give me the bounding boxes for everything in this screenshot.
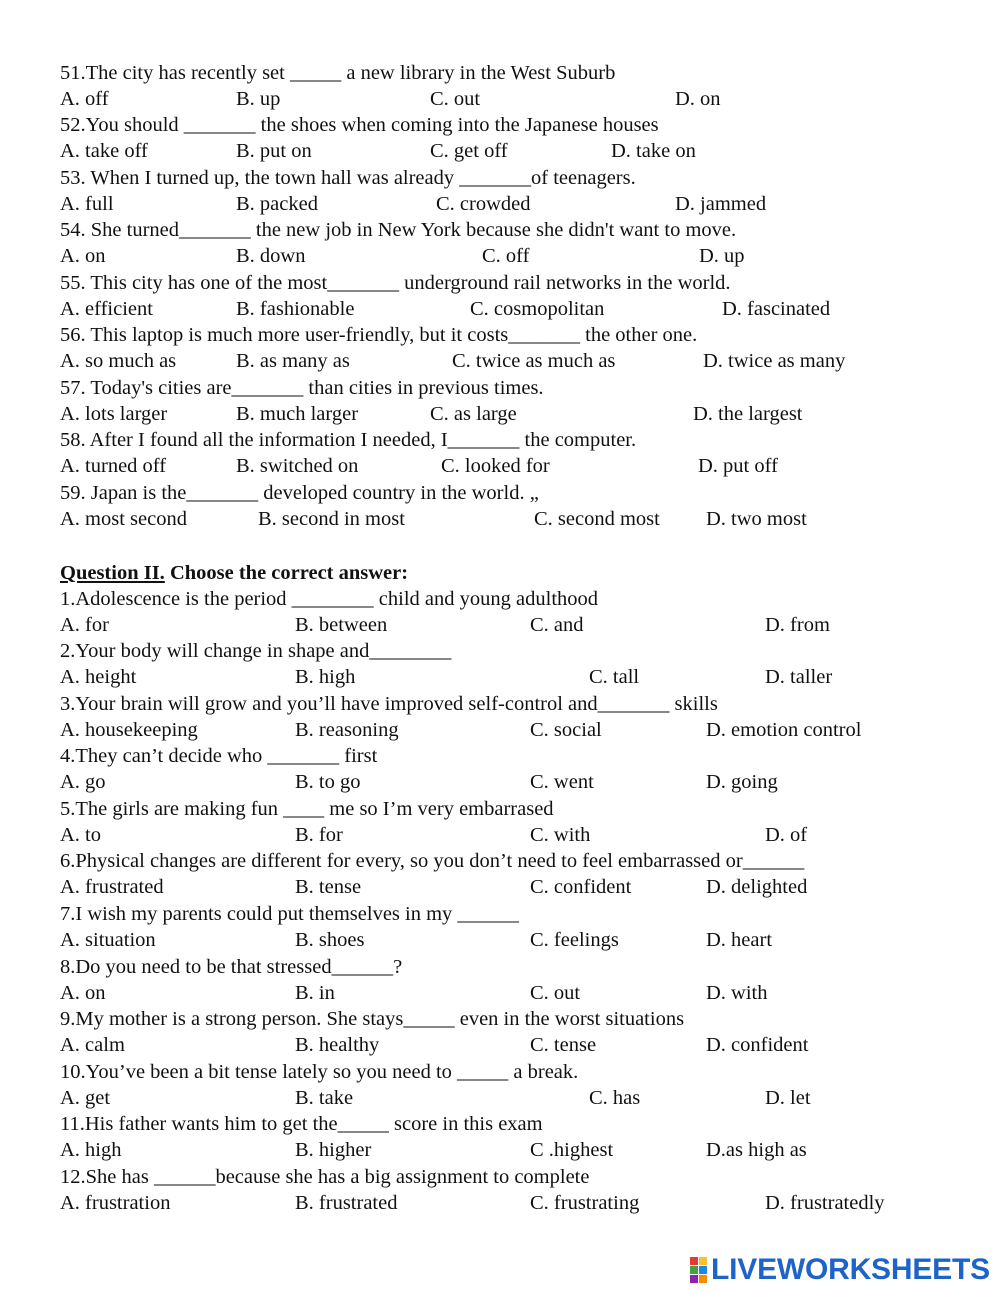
question-line (0, 427, 1000, 453)
question-line (0, 586, 1000, 612)
answer-option-b: B. tense (295, 876, 362, 898)
question-line (0, 375, 1000, 401)
question-line (0, 848, 1000, 874)
answer-option-c: C. as large (430, 403, 517, 425)
answer-option-c: C. off (482, 245, 530, 267)
question-text: 7.I wish my parents could put themselves in my ______ (60, 903, 519, 925)
logo-text: LIVEWORKSHEETS (711, 1253, 990, 1286)
answer-option-c: C. out (430, 88, 481, 110)
question-text: 4.They can’t decide who _______ first (60, 745, 378, 767)
answer-option-d: D. of (765, 824, 808, 846)
answer-option-a: A. to (60, 824, 101, 846)
options-line (0, 874, 1000, 900)
options-line (0, 612, 1000, 638)
answer-option-b: B. take (295, 1087, 354, 1109)
answer-option-b: B. between (295, 614, 388, 636)
question-text: 8.Do you need to be that stressed______? (60, 956, 403, 978)
options-line (0, 980, 1000, 1006)
answer-option-b: B. fashionable (236, 298, 355, 320)
answer-option-a: A. on (60, 245, 106, 267)
question-text: 54. She turned_______ the new job in New York because she didn't want to move. (60, 219, 737, 241)
answer-option-d: D. from (765, 614, 830, 636)
answer-option-a: A. go (60, 771, 106, 793)
question-line (0, 691, 1000, 717)
answer-option-c: C. went (530, 771, 594, 793)
options-line (0, 401, 1000, 427)
answer-option-b: B. put on (236, 140, 312, 162)
answer-option-c: C. cosmopolitan (470, 298, 605, 320)
question-text: 10.You’ve been a bit tense lately so you need to _____ a break. (60, 1061, 579, 1083)
answer-option-d: D. fascinated (722, 298, 831, 320)
answer-option-b: B. shoes (295, 929, 365, 951)
answer-option-a: A. housekeeping (60, 719, 198, 741)
options-line (0, 664, 1000, 690)
options-line (0, 191, 1000, 217)
answer-option-a: A. so much as (60, 350, 177, 372)
answer-option-c: C. twice as much as (452, 350, 616, 372)
answer-option-c: C. tall (589, 666, 640, 688)
answer-option-b: B. packed (236, 193, 318, 215)
question-text: 5.The girls are making fun ____ me so I’m very embarrased (60, 798, 554, 820)
answer-option-c: C. out (530, 982, 581, 1004)
answer-option-c: C. second most (534, 508, 660, 530)
answer-option-b: B. as many as (236, 350, 350, 372)
options-line (0, 1137, 1000, 1163)
answer-option-b: B. reasoning (295, 719, 399, 741)
logo-square (690, 1275, 698, 1283)
answer-option-b: B. frustrated (295, 1192, 398, 1214)
options-line (0, 453, 1000, 479)
answer-option-b: B. in (295, 982, 335, 1004)
section-heading-label: Question II. (60, 562, 165, 584)
answer-option-d: D. on (675, 88, 721, 110)
question-line (0, 638, 1000, 664)
answer-option-c: C. looked for (441, 455, 550, 477)
question-line (0, 1164, 1000, 1190)
question-text: 57. Today's cities are_______ than cities in previous times. (60, 377, 544, 399)
question-line (0, 270, 1000, 296)
answer-option-b: B. to go (295, 771, 361, 793)
options-line (0, 506, 1000, 532)
answer-option-d: D. let (765, 1087, 811, 1109)
answer-option-d: D. with (706, 982, 768, 1004)
answer-option-c: C. tense (530, 1034, 597, 1056)
answer-option-a: A. high (60, 1139, 122, 1161)
question-text: 9.My mother is a strong person. She stays_____ even in the worst situations (60, 1008, 685, 1030)
question-text: 12.She has ______because she has a big assignment to complete (60, 1166, 590, 1188)
question-line (0, 901, 1000, 927)
answer-option-a: A. take off (60, 140, 148, 162)
answer-option-d: D. put off (698, 455, 778, 477)
answer-option-d: D. two most (706, 508, 807, 530)
question-text: 51.The city has recently set _____ a new library in the West Suburb (60, 62, 616, 84)
answer-option-c: C. crowded (436, 193, 531, 215)
question-line (0, 480, 1000, 506)
question-line (0, 796, 1000, 822)
answer-option-a: A. calm (60, 1034, 125, 1056)
options-line (0, 1190, 1000, 1216)
answer-option-d: D. heart (706, 929, 773, 951)
answer-option-c: C. and (530, 614, 584, 636)
answer-option-a: A. height (60, 666, 137, 688)
answer-option-c: C. has (589, 1087, 641, 1109)
answer-option-b: B. for (295, 824, 343, 846)
answer-option-d: D. taller (765, 666, 833, 688)
question-line (0, 60, 1000, 86)
question-text: 11.His father wants him to get the_____ score in this exam (60, 1113, 543, 1135)
question-line (0, 165, 1000, 191)
answer-option-a: A. get (60, 1087, 111, 1109)
logo-mark-icon (690, 1257, 707, 1283)
answer-option-c: C. confident (530, 876, 632, 898)
answer-option-a: A. efficient (60, 298, 153, 320)
answer-option-c: C. social (530, 719, 602, 741)
question-text: 6.Physical changes are different for every, so you don’t need to feel embarrassed or______ (60, 850, 805, 872)
answer-option-a: A. turned off (60, 455, 167, 477)
question-text: 58. After I found all the information I needed, I_______ the computer. (60, 429, 637, 451)
answer-option-a: A. situation (60, 929, 156, 951)
options-line (0, 717, 1000, 743)
answer-option-b: B. higher (295, 1139, 372, 1161)
options-line (0, 138, 1000, 164)
answer-option-d: D. the largest (693, 403, 803, 425)
question-text: 56. This laptop is much more user-friendly, but it costs_______ the other one. (60, 324, 698, 346)
answer-option-a: A. lots larger (60, 403, 168, 425)
answer-option-d: D. twice as many (703, 350, 846, 372)
answer-option-d: D. going (706, 771, 778, 793)
answer-option-d: D.as high as (706, 1139, 807, 1161)
question-line (0, 954, 1000, 980)
answer-option-b: B. high (295, 666, 356, 688)
answer-option-d: D. delighted (706, 876, 808, 898)
options-line (0, 86, 1000, 112)
logo-square (699, 1275, 707, 1283)
question-line (0, 1006, 1000, 1032)
answer-option-b: B. down (236, 245, 306, 267)
question-text: 2.Your body will change in shape and________ (60, 640, 452, 662)
options-line (0, 1085, 1000, 1111)
logo-square (699, 1257, 707, 1265)
answer-option-d: D. up (699, 245, 745, 267)
answer-option-c: C. with (530, 824, 591, 846)
answer-option-a: A. most second (60, 508, 187, 530)
options-line (0, 822, 1000, 848)
logo-square (690, 1257, 698, 1265)
question-text: 3.Your brain will grow and you’ll have improved self-control and_______ skills (60, 693, 718, 715)
answer-option-c: C. feelings (530, 929, 619, 951)
answer-option-b: B. healthy (295, 1034, 380, 1056)
answer-option-d: D. emotion control (706, 719, 862, 741)
options-line (0, 348, 1000, 374)
section-heading-text: Choose the correct answer: (164, 562, 409, 584)
question-line (0, 217, 1000, 243)
section-heading (0, 560, 1000, 586)
logo-square (690, 1266, 698, 1274)
answer-option-b: B. second in most (258, 508, 405, 530)
logo-square (699, 1266, 707, 1274)
answer-option-c: C. frustrating (530, 1192, 640, 1214)
options-line (0, 769, 1000, 795)
question-line (0, 112, 1000, 138)
answer-option-a: A. on (60, 982, 106, 1004)
answer-option-c: C. get off (430, 140, 508, 162)
question-text: 59. Japan is the_______ developed country in the world. „ (60, 482, 539, 504)
answer-option-a: A. frustration (60, 1192, 171, 1214)
options-line (0, 243, 1000, 269)
liveworksheets-logo (690, 1252, 990, 1288)
question-line (0, 743, 1000, 769)
question-text: 55. This city has one of the most_______ underground rail networks in the world. (60, 272, 731, 294)
question-line (0, 1059, 1000, 1085)
options-line (0, 927, 1000, 953)
answer-option-a: A. full (60, 193, 114, 215)
answer-option-d: D. take on (611, 140, 696, 162)
question-text: 52.You should _______ the shoes when coming into the Japanese houses (60, 114, 659, 136)
answer-option-d: D. confident (706, 1034, 809, 1056)
question-line (0, 322, 1000, 348)
options-line (0, 1032, 1000, 1058)
options-line (0, 296, 1000, 322)
answer-option-a: A. for (60, 614, 109, 636)
answer-option-c: C .highest (530, 1139, 614, 1161)
answer-option-b: B. up (236, 88, 281, 110)
question-text: 1.Adolescence is the period ________ child and young adulthood (60, 588, 599, 610)
answer-option-d: D. frustratedly (765, 1192, 885, 1214)
answer-option-b: B. much larger (236, 403, 359, 425)
question-text: 53. When I turned up, the town hall was already _______of teenagers. (60, 167, 636, 189)
answer-option-a: A. off (60, 88, 109, 110)
question-line (0, 1111, 1000, 1137)
answer-option-d: D. jammed (675, 193, 767, 215)
answer-option-a: A. frustrated (60, 876, 164, 898)
answer-option-b: B. switched on (236, 455, 359, 477)
